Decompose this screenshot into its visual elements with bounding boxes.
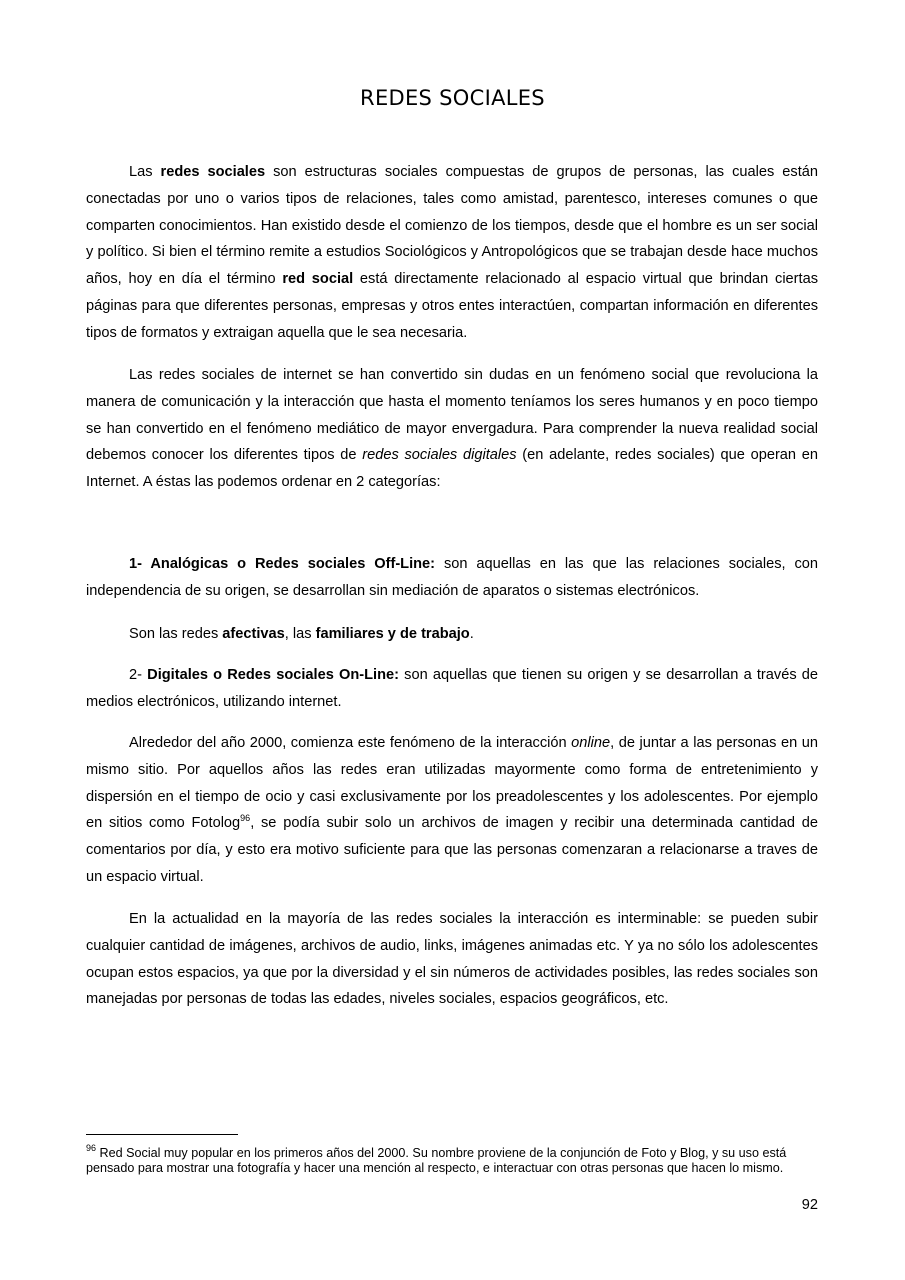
page-title: REDES SOCIALES xyxy=(360,86,545,110)
paragraph-internet-networks: Las redes sociales de internet se han convertido sin dudas en un fenómeno social que revoluciona la manera de comunicación y la interacción que hasta el momento teníamos los seres humanos y en poco tiempo se han convertido en el fenómeno mediático de mayor envergadura. Para comprender la nueva realidad social debemos conocer los diferentes tipos de redes sociales digitales (en adelante, redes sociales) que operan en Internet. A éstas las podemos ordenar en 2 categorías: xyxy=(86,367,819,491)
term-redes-sociales-digitales: redes sociales digitales xyxy=(362,447,517,464)
footnote-divider xyxy=(86,1134,238,1135)
page-number: 92 xyxy=(801,1197,818,1213)
paragraph-network-types: Son las redes afectivas, las familiares y de trabajo. xyxy=(129,626,474,642)
term-red-social: red social xyxy=(282,271,354,288)
footnote-text: Red Social muy popular en los primeros años del 2000. Su nombre proviene de la conjunción de Foto y Blog, y su uso está pensado para mostrar una fotografía y hacer una mención al respecto, e interactuar con otras personas que hacen lo mismo. xyxy=(86,1146,787,1175)
category-offline-heading: 1- Analógicas o Redes sociales Off-Line: xyxy=(129,556,436,572)
footnote xyxy=(86,1142,820,1176)
term-redes-sociales: redes sociales xyxy=(160,164,266,180)
paragraph-category-offline: 1- Analógicas o Redes sociales Off-Line: son aquellas en las que las relaciones sociales, con independencia de su origen, se desarrollan sin mediación de aparatos o sistemas electrónicos. xyxy=(86,556,818,599)
paragraph-current-state: En la actualidad en la mayoría de las redes sociales la interacción es interminable: se pueden subir cualquier cantidad de imágenes, archivos de audio, links, imágenes animadas etc. Y ya no sólo los adolescentes ocupan estos espacios, ya que por la diversidad y el sin números de actividades posibles, las redes sociales son manejadas por personas de todas las edades, niveles sociales, espacios geográficos, etc. xyxy=(86,911,818,1008)
footnote-number: 96 xyxy=(86,1142,97,1153)
footnote-reference: 96 xyxy=(240,812,251,823)
paragraph-category-online: 2- Digitales o Redes sociales On-Line: son aquellas que tienen su origen y se desarrollan a través de medios electrónicos, utilizando internet. xyxy=(86,667,819,710)
category-online-heading: Digitales o Redes sociales On-Line: xyxy=(147,667,399,683)
paragraph-definition: Las redes sociales son estructuras sociales compuestas de grupos de personas, las cuales están conectadas por uno o varios tipos de relaciones, tales como amistad, parentesco, intereses comunes o que comparten conocimientos. Han existido desde el comienzo de los tiempos, desde que el hombre es un ser social y político. Si bien el término remite a estudios Sociológicos y Antropológicos que se trabajan desde hace muchos años, hoy en día el término red social está directamente relacionado al espacio virtual que brindan ciertas páginas para que diferentes personas, empresas y otros entes interactúen, compartan información en diferentes tipos de formatos y extraigan aquella que le sea necesaria. xyxy=(86,164,818,341)
paragraph-history: Alrededor del año 2000, comienza este fenómeno de la interacción online, de juntar a las personas en un mismo sitio. Por aquellos años las redes eran utilizadas mayormente como forma de entretenimiento y dispersión en el tiempo de ocio y casi exclusivamente por los preadolescentes y los adolescentes. Por ejemplo en sitios como Fotolog$^{96}$, se podía subir solo un archivos de imagen y recibir una determinada cantidad de comentarios por día, y esto era motivo suficiente para que las personas comenzaran a relacionarse a traves de un espacio virtual. xyxy=(86,735,818,885)
